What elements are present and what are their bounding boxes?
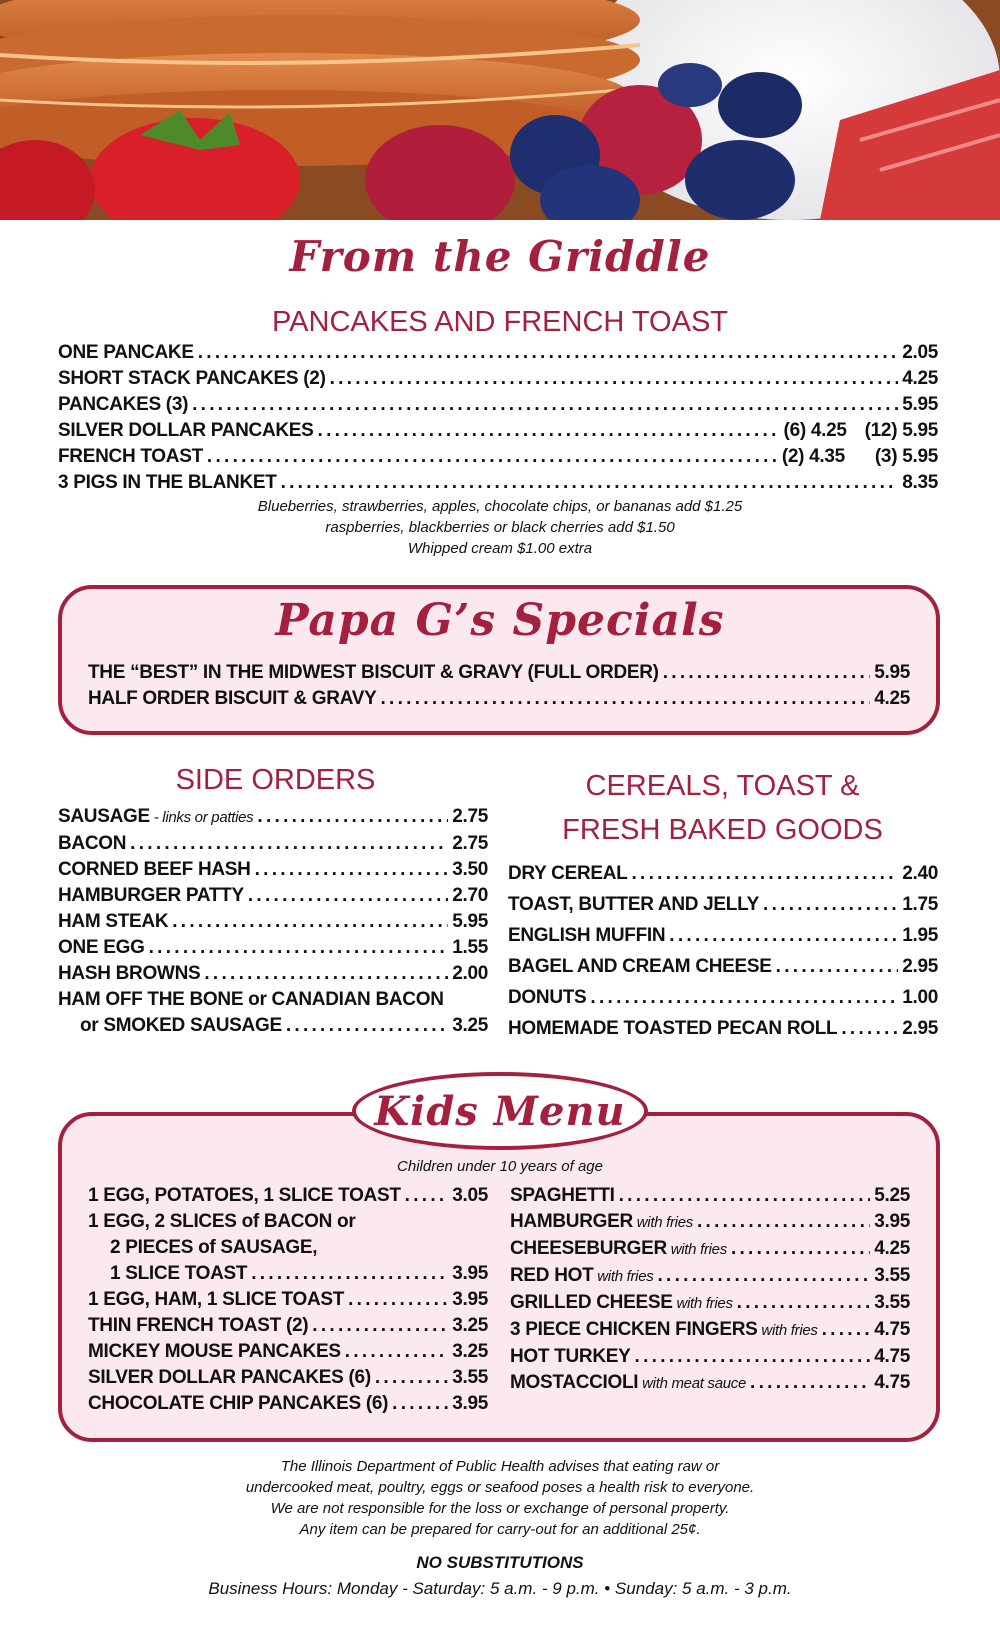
cereals-title bbox=[505, 764, 940, 852]
item-price: 4.75 bbox=[874, 1346, 910, 1367]
leader-dots bbox=[663, 660, 871, 686]
item-price: 3.55 bbox=[874, 1265, 910, 1286]
kids-title: Kids Menu bbox=[374, 1087, 626, 1135]
item-name: SHORT STACK PANCAKES (2) bbox=[58, 368, 326, 389]
item-name: ENGLISH MUFFIN bbox=[508, 925, 666, 946]
menu-item bbox=[58, 418, 938, 444]
leader-dots bbox=[697, 1209, 870, 1235]
item-price: 2.75 bbox=[452, 833, 488, 854]
item-name: 3 PIGS IN THE BLANKET bbox=[58, 472, 277, 493]
item-price: 2.95 bbox=[902, 1018, 938, 1039]
item-description: with fries bbox=[593, 1268, 654, 1285]
menu-item bbox=[88, 660, 910, 686]
item-price: 2.70 bbox=[452, 885, 488, 906]
menu-item bbox=[58, 392, 938, 418]
menu-item bbox=[58, 444, 938, 470]
addon-note: Blueberries, strawberries, apples, chocolate chips, or bananas add $1.25 bbox=[257, 498, 743, 515]
item-price: 5.95 bbox=[452, 911, 488, 932]
leader-dots bbox=[345, 1339, 449, 1365]
item-price: 3.95 bbox=[452, 1263, 488, 1284]
sides-list bbox=[58, 804, 488, 1039]
menu-item bbox=[88, 1391, 488, 1417]
item-name: 3 PIECE CHICKEN FINGERS bbox=[510, 1319, 758, 1340]
leader-dots bbox=[348, 1287, 448, 1313]
menu-item bbox=[510, 1290, 910, 1317]
leader-dots bbox=[192, 392, 898, 418]
item-name: DRY CEREAL bbox=[508, 863, 628, 884]
item-name: MOSTACCIOLI bbox=[510, 1372, 639, 1393]
leader-dots bbox=[149, 935, 449, 961]
health-advisory: undercooked meat, poultry, eggs or seafood poses a health risk to everyone. bbox=[245, 1479, 755, 1496]
item-price: 2.00 bbox=[452, 963, 488, 984]
item-name: DONUTS bbox=[508, 987, 587, 1008]
item-name: HOT TURKEY bbox=[510, 1346, 631, 1367]
specials-title: Papa G’s Specials bbox=[275, 595, 725, 646]
leader-dots bbox=[130, 831, 448, 857]
item-name: or SMOKED SAUSAGE bbox=[80, 1015, 282, 1036]
leader-dots bbox=[669, 920, 898, 951]
item-price: (2) 4.35 bbox=[781, 446, 845, 467]
menu-item bbox=[510, 1370, 910, 1397]
item-name: 2 PIECES of SAUSAGE, bbox=[110, 1237, 318, 1258]
item-price: 4.25 bbox=[902, 368, 938, 389]
item-description: - links or patties bbox=[149, 809, 254, 826]
item-description: with fries bbox=[632, 1214, 693, 1231]
health-advisory: The Illinois Department of Public Health advises that eating raw or bbox=[280, 1458, 720, 1475]
menu-item bbox=[58, 909, 488, 935]
item-price: 3.50 bbox=[452, 859, 488, 880]
menu-item-continued bbox=[88, 1261, 488, 1287]
sides-title: SIDE ORDERS bbox=[175, 764, 376, 796]
menu-item bbox=[510, 1209, 910, 1236]
leader-dots bbox=[248, 883, 448, 909]
item-price: 1.55 bbox=[452, 937, 488, 958]
item-name: THIN FRENCH TOAST (2) bbox=[88, 1315, 309, 1336]
menu-item bbox=[88, 1365, 488, 1391]
leader-dots bbox=[737, 1290, 871, 1316]
menu-item bbox=[510, 1263, 910, 1290]
business-hours: Business Hours: Monday - Saturday: 5 a.m. - 9 p.m. • Sunday: 5 a.m. - 3 p.m. bbox=[208, 1579, 792, 1598]
item-name: 1 EGG, 2 SLICES of BACON or bbox=[88, 1211, 356, 1232]
item-price: 1.00 bbox=[902, 987, 938, 1008]
item-price: 2.05 bbox=[902, 342, 938, 363]
item-price: 4.25 bbox=[874, 688, 910, 709]
menu-item bbox=[508, 1013, 938, 1044]
menu-item bbox=[88, 1287, 488, 1313]
leader-dots bbox=[286, 1013, 448, 1039]
item-name: BAGEL AND CREAM CHEESE bbox=[508, 956, 772, 977]
leader-dots bbox=[405, 1183, 449, 1209]
item-name: HAM STEAK bbox=[58, 911, 169, 932]
leader-dots bbox=[207, 444, 778, 470]
leader-dots bbox=[312, 1313, 448, 1339]
footer bbox=[0, 1456, 1000, 1602]
item-name: SPAGHETTI bbox=[510, 1185, 615, 1206]
item-name: HOMEMADE TOASTED PECAN ROLL bbox=[508, 1018, 838, 1039]
leader-dots bbox=[822, 1317, 871, 1343]
item-price: 3.95 bbox=[874, 1211, 910, 1232]
item-name: 1 SLICE TOAST bbox=[110, 1263, 248, 1284]
item-name: HAMBURGER bbox=[510, 1211, 633, 1232]
griddle-list bbox=[58, 340, 938, 496]
menu-item bbox=[58, 366, 938, 392]
item-name: HASH BROWNS bbox=[58, 963, 201, 984]
item-name: HAMBURGER PATTY bbox=[58, 885, 244, 906]
item-name: MICKEY MOUSE PANCAKES bbox=[88, 1341, 341, 1362]
menu-item bbox=[508, 982, 938, 1013]
item-price: 3.95 bbox=[452, 1393, 488, 1414]
pancakes-berries-image bbox=[0, 0, 1000, 220]
item-name: CORNED BEEF HASH bbox=[58, 859, 251, 880]
hero-photo bbox=[0, 0, 1000, 220]
item-price: 8.35 bbox=[902, 472, 938, 493]
leader-dots bbox=[731, 1236, 870, 1262]
item-price: 5.95 bbox=[874, 662, 910, 683]
menu-item bbox=[58, 340, 938, 366]
leader-dots bbox=[841, 1013, 898, 1044]
leader-dots bbox=[255, 857, 449, 883]
menu-item bbox=[508, 858, 938, 889]
menu-item bbox=[508, 951, 938, 982]
item-name: 1 EGG, HAM, 1 SLICE TOAST bbox=[88, 1289, 345, 1310]
kids-subtitle: Children under 10 years of age bbox=[397, 1158, 603, 1175]
no-substitutions: NO SUBSTITUTIONS bbox=[416, 1553, 584, 1572]
item-price: 1.95 bbox=[902, 925, 938, 946]
menu-item bbox=[58, 857, 488, 883]
item-price: 3.55 bbox=[452, 1367, 488, 1388]
item-description: with fries bbox=[757, 1322, 818, 1339]
item-name: RED HOT bbox=[510, 1265, 594, 1286]
leader-dots bbox=[257, 804, 448, 830]
menu-item bbox=[508, 889, 938, 920]
menu-item bbox=[58, 804, 488, 831]
leader-dots bbox=[590, 982, 898, 1013]
carry-out-note: Any item can be prepared for carry-out for an additional 25¢. bbox=[299, 1521, 701, 1538]
menu-item bbox=[58, 883, 488, 909]
item-price: 3.55 bbox=[874, 1292, 910, 1313]
leader-dots bbox=[380, 686, 870, 712]
leader-dots bbox=[172, 909, 448, 935]
item-name: SAUSAGE bbox=[58, 806, 150, 827]
item-description: with fries bbox=[672, 1295, 733, 1312]
leader-dots bbox=[392, 1391, 448, 1417]
menu-item-continued bbox=[88, 1235, 488, 1261]
menu-item bbox=[510, 1344, 910, 1370]
menu-item bbox=[88, 1339, 488, 1365]
item-name: TOAST, BUTTER AND JELLY bbox=[508, 894, 760, 915]
leader-dots bbox=[619, 1183, 871, 1209]
item-price: 4.25 bbox=[874, 1238, 910, 1259]
specials-list bbox=[88, 660, 910, 712]
kids-list-right bbox=[510, 1183, 910, 1397]
item-price-large: (3) 5.95 bbox=[874, 446, 938, 467]
menu-item bbox=[88, 1183, 488, 1209]
item-name: ONE EGG bbox=[58, 937, 145, 958]
leader-dots bbox=[198, 340, 899, 366]
menu-item bbox=[58, 470, 938, 496]
item-name: PANCAKES (3) bbox=[58, 394, 189, 415]
kids-title-oval bbox=[352, 1072, 648, 1150]
item-price: 1.75 bbox=[902, 894, 938, 915]
menu-item bbox=[510, 1236, 910, 1263]
item-price: (6) 4.25 bbox=[783, 420, 847, 441]
menu-item bbox=[88, 1209, 488, 1235]
item-price-large: (12) 5.95 bbox=[864, 420, 938, 441]
addon-note: raspberries, blackberries or black cherries add $1.50 bbox=[325, 519, 675, 536]
menu-item bbox=[88, 686, 910, 712]
item-name: SILVER DOLLAR PANCAKES (6) bbox=[88, 1367, 371, 1388]
item-price: 3.25 bbox=[452, 1315, 488, 1336]
item-name: CHOCOLATE CHIP PANCAKES (6) bbox=[88, 1393, 389, 1414]
item-price: 2.75 bbox=[452, 806, 488, 827]
cereals-title-line-2: FRESH BAKED GOODS bbox=[562, 814, 883, 846]
item-price: 2.95 bbox=[902, 956, 938, 977]
leader-dots bbox=[631, 858, 898, 889]
item-name: GRILLED CHEESE bbox=[510, 1292, 673, 1313]
item-name: HALF ORDER BISCUIT & GRAVY bbox=[88, 688, 377, 709]
menu-item bbox=[58, 831, 488, 857]
item-description: with fries bbox=[666, 1241, 727, 1258]
leader-dots bbox=[635, 1344, 871, 1370]
griddle-subtitle: PANCAKES AND FRENCH TOAST bbox=[271, 306, 729, 338]
menu-item bbox=[508, 920, 938, 951]
item-price: 4.75 bbox=[874, 1372, 910, 1393]
item-name: BACON bbox=[58, 833, 127, 854]
item-name: SILVER DOLLAR PANCAKES bbox=[58, 420, 314, 441]
kids-list-left bbox=[88, 1183, 488, 1417]
leader-dots bbox=[763, 889, 898, 920]
item-price: 3.05 bbox=[452, 1185, 488, 1206]
leader-dots bbox=[375, 1365, 448, 1391]
leader-dots bbox=[251, 1261, 448, 1287]
item-price: 4.75 bbox=[874, 1319, 910, 1340]
item-description: with meat sauce bbox=[638, 1375, 747, 1392]
leader-dots bbox=[776, 951, 899, 982]
item-name: 1 EGG, POTATOES, 1 SLICE TOAST bbox=[88, 1185, 401, 1206]
item-name: THE “BEST” IN THE MIDWEST BISCUIT & GRAVY (FULL ORDER) bbox=[88, 662, 659, 683]
menu-item-continued bbox=[58, 1013, 488, 1039]
menu-item bbox=[510, 1317, 910, 1344]
griddle-notes bbox=[0, 496, 1000, 559]
item-name: HAM OFF THE BONE or CANADIAN BACON bbox=[58, 989, 444, 1010]
menu-item bbox=[58, 987, 488, 1013]
item-name: ONE PANCAKE bbox=[58, 342, 194, 363]
item-price: 3.25 bbox=[452, 1015, 488, 1036]
property-disclaimer: We are not responsible for the loss or exchange of personal property. bbox=[270, 1500, 730, 1517]
leader-dots bbox=[281, 470, 899, 496]
leader-dots bbox=[657, 1263, 870, 1289]
addon-note: Whipped cream $1.00 extra bbox=[407, 540, 593, 557]
menu-item bbox=[58, 935, 488, 961]
item-name: CHEESEBURGER bbox=[510, 1238, 667, 1259]
item-price: 5.95 bbox=[902, 394, 938, 415]
griddle-title: From the Griddle bbox=[289, 232, 711, 281]
item-price: 2.40 bbox=[902, 863, 938, 884]
cereals-title-line-1: CEREALS, TOAST & bbox=[585, 770, 860, 802]
leader-dots bbox=[330, 366, 899, 392]
leader-dots bbox=[750, 1370, 870, 1396]
item-price: 3.95 bbox=[452, 1289, 488, 1310]
menu-item bbox=[510, 1183, 910, 1209]
leader-dots bbox=[204, 961, 448, 987]
item-price: 5.25 bbox=[874, 1185, 910, 1206]
menu-item bbox=[58, 961, 488, 987]
item-name: FRENCH TOAST bbox=[58, 446, 203, 467]
cereals-list bbox=[508, 858, 938, 1044]
leader-dots bbox=[318, 418, 780, 444]
item-price: 3.25 bbox=[452, 1341, 488, 1362]
menu-item bbox=[88, 1313, 488, 1339]
